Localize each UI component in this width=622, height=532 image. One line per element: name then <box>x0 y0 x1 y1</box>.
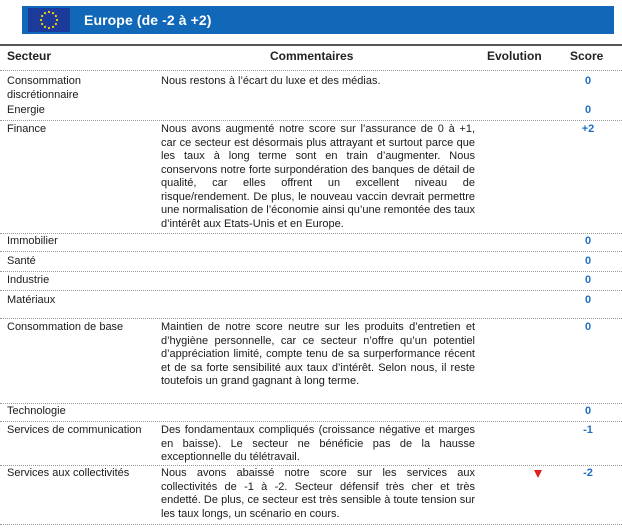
row-sector: Industrie <box>7 274 50 286</box>
row-score: 0 <box>584 104 592 116</box>
row-comment: Nous avons abaissé notre score sur les services aux collectivités de -1 à -2. Secteur défensif très cher et très endetté. De plus, ce secteur est très sensible à toute tension sur les taux longs, un scénario en cours. <box>161 467 475 520</box>
row-divider <box>0 403 622 404</box>
row-score: 0 <box>584 235 592 247</box>
row-score: +2 <box>581 123 595 135</box>
header-score: Score <box>570 49 604 63</box>
row-divider <box>0 233 622 234</box>
row-comment: Des fondamentaux compliqués (croissance négative et marges en baisse). Le secteur ne bénéficie pas de la hausse exceptionnelle du télétravail. <box>161 424 475 463</box>
row-divider <box>0 120 622 121</box>
eu-flag-icon <box>28 8 70 32</box>
row-sector: Technologie <box>7 405 66 417</box>
row-divider <box>0 465 622 466</box>
row-score: -1 <box>583 424 593 436</box>
row-divider <box>0 290 622 291</box>
row-sector: Finance <box>7 123 47 135</box>
row-divider <box>0 524 622 525</box>
row-score: 0 <box>584 321 592 333</box>
row-divider <box>0 271 622 272</box>
row-sector: Consommation de base <box>7 321 124 333</box>
row-divider <box>0 318 622 319</box>
row-score: 0 <box>584 294 592 306</box>
row-divider <box>0 421 622 422</box>
row-sector: Consommation discrétionnaire <box>7 75 81 101</box>
table-header <box>0 49 622 65</box>
row-comment: Nous restons à l’écart du luxe et des médias. <box>161 75 381 87</box>
row-comment: Maintien de notre score neutre sur les produits d’entretien et d’hygiène personnelle, car ce secteur n’offre qu’un potentiel d’appréciation limité, compte tenu de sa surperformance récent et de sa forte sensibilité aux taux d’intérêt. Selon nous, il reste toutefois un grand gagnant à long terme. <box>161 321 475 387</box>
row-divider <box>0 251 622 252</box>
row-comment: Nous avons augmenté notre score sur l’assurance de 0 à +1, car ce secteur est désormais plus attrayant et surtout parce que les taux à long terme sont en train d’augmenter. Nous conservons notre forte surpondération des banques de détail de qualité, car elles offrent un excellent niveau de risque/rendement. De plus, le nouveau vaccin devrait permettre une normalisation de l’économie ainsi qu’une remontée des taux d’intérêt aux Etats-Unis et en Europe. <box>161 123 475 230</box>
evolution-down-arrow-icon <box>533 469 543 479</box>
row-score: 0 <box>584 274 592 286</box>
row-score: 0 <box>584 405 592 417</box>
table-top-rule <box>0 44 622 46</box>
header-divider <box>0 70 622 71</box>
row-score: -2 <box>583 467 593 479</box>
region-banner <box>22 6 614 34</box>
header-comment: Commentaires <box>270 49 354 63</box>
row-score: 0 <box>584 75 592 87</box>
row-sector: Matériaux <box>7 294 56 306</box>
row-sector: Immobilier <box>7 235 58 247</box>
banner-title: Europe (de -2 à +2) <box>84 12 212 28</box>
header-evolution: Evolution <box>487 49 542 63</box>
row-score: 0 <box>584 255 592 267</box>
row-sector: Energie <box>7 104 45 116</box>
row-sector: Services de communication <box>7 424 142 436</box>
header-sector: Secteur <box>7 49 52 63</box>
row-sector: Santé <box>7 255 36 267</box>
row-sector: Services aux collectivités <box>7 467 130 479</box>
